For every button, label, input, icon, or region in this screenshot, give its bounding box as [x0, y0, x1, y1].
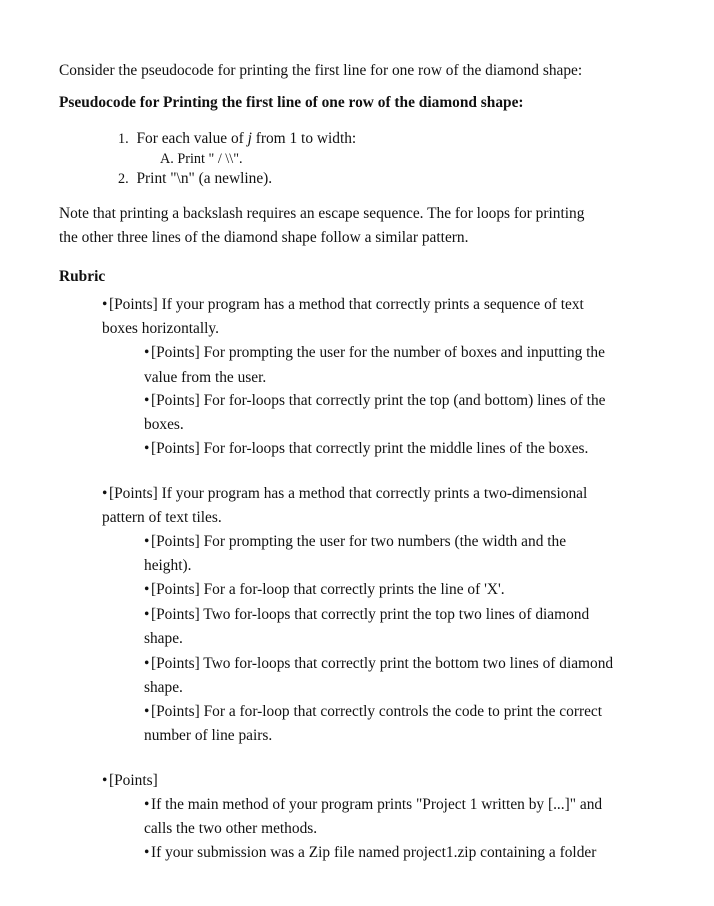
rubric-sub-a2: • [Points] For for-loops that correctly print the top (and bottom) lines of the [144, 392, 606, 409]
bullet: • [144, 655, 150, 672]
rubric-sub-a1-cont: value from the user. [144, 369, 267, 386]
rubric-sub-c1: • If the main method of your program prints "Project 1 written by [...]" and [144, 796, 603, 813]
step-2-number: 2. [118, 171, 129, 187]
bullet: • [102, 296, 108, 313]
rubric-title: Rubric [59, 268, 106, 285]
bullet: • [144, 581, 150, 598]
bullet: • [144, 533, 150, 550]
step-2 [118, 170, 272, 188]
note-line-2: the other three lines of the diamond shape follow a similar pattern. [59, 229, 469, 246]
pseudocode-heading: Pseudocode for Printing the first line of one row of the diamond shape: [59, 94, 524, 111]
rubric-sub-a3: • [Points] For for-loops that correctly print the middle lines of the boxes. [144, 440, 589, 457]
rubric-item-b-cont: pattern of text tiles. [102, 509, 222, 526]
rubric-item-a: • [Points] If your program has a method that correctly prints a sequence of text [102, 296, 584, 313]
rubric-sub-a1: • [Points] For prompting the user for the number of boxes and inputting the [144, 344, 605, 361]
step-1a-text: Print " / \\". [177, 151, 243, 167]
rubric-sub-b3: • [Points] Two for-loops that correctly print the top two lines of diamond [144, 606, 590, 623]
bullet: • [144, 606, 150, 623]
step-1a-label: A. [160, 151, 174, 167]
rubric-sub-b5: • [Points] For a for-loop that correctly controls the code to print the correct [144, 703, 603, 720]
bullet: • [144, 844, 150, 861]
intro-text: Consider the pseudocode for printing the first line for one row of the diamond shape: [59, 62, 583, 79]
rubric-sub-c2: • If your submission was a Zip file named project1.zip containing a folder [144, 844, 597, 861]
rubric-sub-b1-cont: height). [144, 557, 192, 574]
rubric-item-b: • [Points] If your program has a method that correctly prints a two-dimensional [102, 485, 588, 502]
rubric-sub-b5-cont: number of line pairs. [144, 727, 273, 744]
rubric-item-c: • [Points] [102, 772, 158, 789]
rubric-sub-b3-cont: shape. [144, 630, 183, 647]
step-1-text-pre: For each value of [136, 130, 248, 147]
rubric-sub-b1: • [Points] For prompting the user for two numbers (the width and the [144, 533, 567, 550]
bullet: • [144, 703, 150, 720]
step-1-number: 1. [118, 131, 129, 147]
step-1-text-post: from 1 to width: [251, 130, 357, 147]
rubric-sub-c1-cont: calls the two other methods. [144, 820, 318, 837]
bullet: • [102, 485, 108, 502]
rubric-sub-b4: • [Points] Two for-loops that correctly print the bottom two lines of diamond [144, 655, 614, 672]
step-1a [160, 151, 243, 168]
rubric-item-a-cont: boxes horizontally. [102, 320, 219, 337]
step-1 [118, 130, 356, 148]
bullet: • [102, 772, 108, 789]
bullet: • [144, 344, 150, 361]
step-2-text: Print "\n" (a newline). [136, 170, 273, 187]
note-line-1: Note that printing a backslash requires an escape sequence. The for loops for printing [59, 205, 585, 222]
rubric-sub-a2-cont: boxes. [144, 416, 184, 433]
bullet: • [144, 796, 150, 813]
bullet: • [144, 440, 150, 457]
rubric-sub-b4-cont: shape. [144, 679, 183, 696]
rubric-sub-b2: • [Points] For a for-loop that correctly prints the line of 'X'. [144, 581, 505, 598]
step-1-variable: j [247, 130, 252, 147]
bullet: • [144, 392, 150, 409]
